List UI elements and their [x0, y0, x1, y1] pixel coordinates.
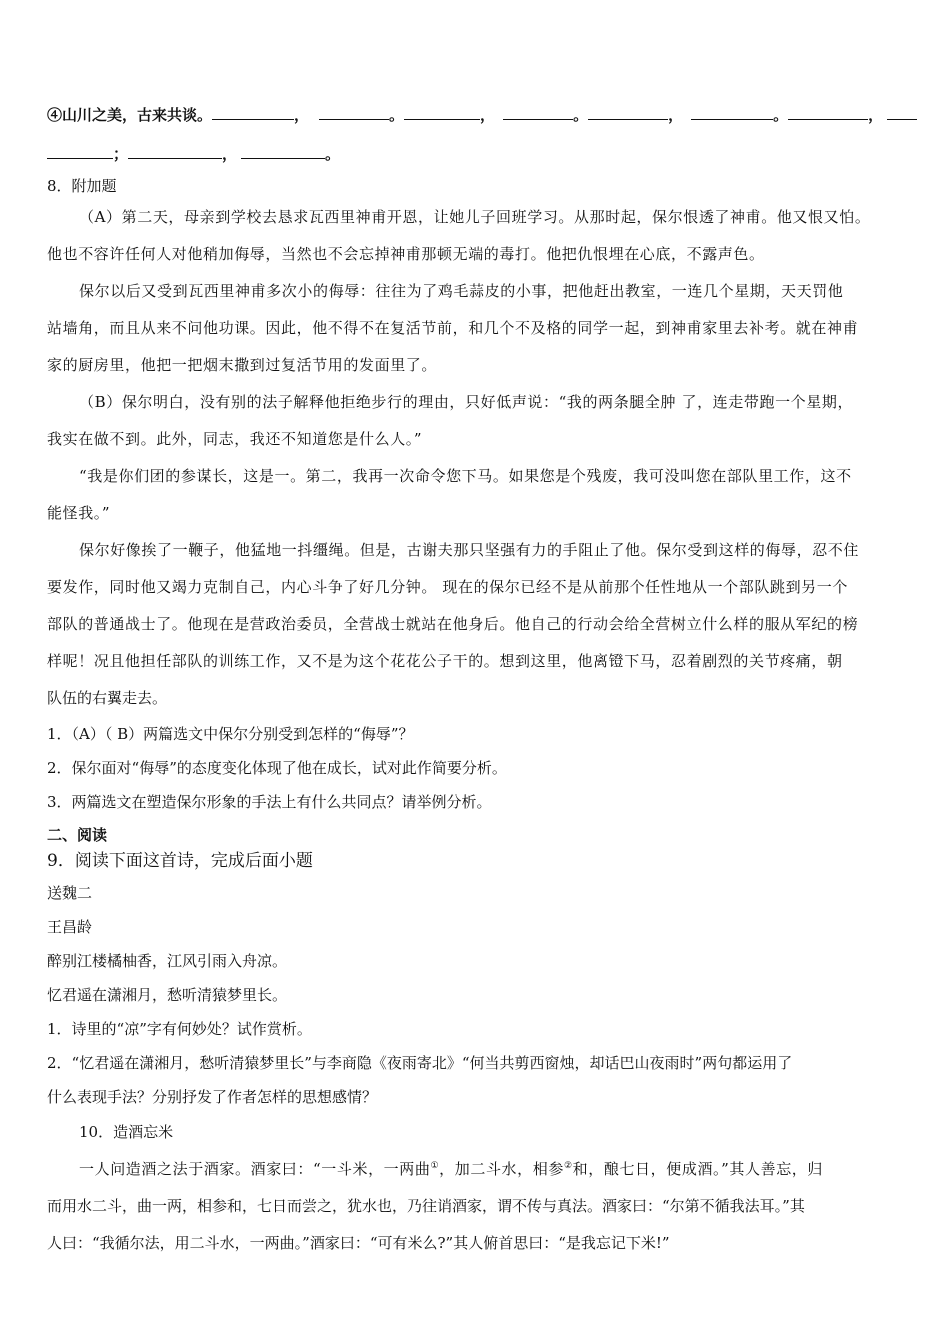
- passage-b-line: 样呢！况且他担任部队的训练工作，又不是为这个花花公子干的。想到这里，他离镫下马，忍着剧烈的关节疼痛，朝: [47, 652, 843, 670]
- answer-blank[interactable]: [128, 144, 222, 159]
- passage-a-line: 家的厨房里，他把一把烟末撒到过复活节用的发面里了。: [47, 356, 438, 374]
- q10-line: [47, 1151, 907, 1188]
- punct: 。: [573, 106, 589, 124]
- passage-b-line: 我实在做不到。此外，同志，我还不知道您是什么人。”: [47, 430, 423, 448]
- answer-blank[interactable]: [47, 144, 113, 159]
- q10-text: ，加二斗水，相参: [439, 1160, 564, 1178]
- q10-line: 人曰：“我循尔法，用二斗水，一两曲。”酒家曰：“可有米么?”其人俯首思曰：“是我忘记下米!”: [47, 1234, 670, 1252]
- poem-title: 送魏二: [47, 884, 93, 902]
- passage-b-line: 能怪我。”: [47, 504, 111, 522]
- punct: ，: [480, 106, 496, 124]
- answer-blank[interactable]: [404, 105, 480, 120]
- passage-b-line: 队伍的右翼走去。: [47, 689, 168, 707]
- passage-b-line: 保尔好像挨了一鞭子，他猛地一抖缰绳。但是，古谢夫那只坚强有力的手阻止了他。保尔受到这样的侮辱，忍不住: [79, 541, 860, 559]
- passage-a-line: （A）第二天，母亲到学校去恳求瓦西里神甫开恩，让她儿子回班学习。从那时起，保尔恨透了神甫。他又恨又怕。: [79, 208, 871, 226]
- passage-b-line: “我是你们团的参谋长，这是一。第二，我再一次命令您下马。如果您是个残废，我可没叫您在部队里工作，这不: [79, 467, 852, 485]
- q10-text: 和，酿七日，便成酒。”其人善忘，归: [572, 1160, 824, 1178]
- q9-question: 1．诗里的“凉”字有何妙处？试作赏析。: [47, 1020, 312, 1038]
- q9-question: 什么表现手法？分别抒发了作者怎样的思想感情？: [47, 1088, 378, 1106]
- answer-blank[interactable]: [241, 144, 325, 159]
- answer-blank[interactable]: [319, 105, 389, 120]
- q7-item4-line1: [47, 95, 907, 135]
- punct: 。: [389, 106, 405, 124]
- punct: ，: [868, 106, 884, 124]
- passage-b-line: 要发作，同时他又竭力克制自己，内心斗争了好几分钟。 现在的保尔已经不是从前那个任性地从一个部队跳到另一个: [47, 578, 848, 596]
- passage-b-line: （B）保尔明白，没有别的法子解释他拒绝步行的理由，只好低声说：“我的两条腿全肿 了，连走带跑一个星期，: [79, 393, 854, 411]
- punct: ，: [222, 145, 238, 163]
- q7-item4-line2: [47, 135, 907, 173]
- passage-a-line: 他也不容许任何人对他稍加侮辱，当然也不会忘掉神甫那顿无端的毒打。他把仇恨埋在心底，不露声色。: [47, 245, 765, 263]
- answer-blank[interactable]: [788, 105, 868, 120]
- poem-line: 忆君遥在潇湘月，愁听清猿梦里长。: [47, 986, 288, 1004]
- passage-a-line: 站墙角，而且从来不问他功课。因此，他不得不在复活节前，和几个不及格的同学一起，到神甫家里去补考。就在神甫: [47, 319, 859, 337]
- answer-blank[interactable]: [503, 105, 573, 120]
- punct: 。: [773, 106, 789, 124]
- answer-blank[interactable]: [212, 105, 294, 120]
- q8-question: 1．（A）（ B）两篇选文中保尔分别受到怎样的“侮辱”？: [47, 725, 414, 743]
- footnote-marker: ②: [563, 1161, 573, 1171]
- answer-blank[interactable]: [588, 105, 668, 120]
- q10-text: 一人问造酒之法于酒家。酒家曰：“一斗米，一两曲: [79, 1160, 431, 1178]
- section-title: 二、阅读: [47, 826, 108, 844]
- answer-blank[interactable]: [691, 105, 773, 120]
- punct: ，: [668, 106, 684, 124]
- document-page: [47, 95, 907, 1262]
- footnote-marker: ①: [430, 1161, 440, 1171]
- punct: ；: [113, 145, 129, 163]
- punct: ，: [294, 106, 310, 124]
- q9-question: 2．“忆君遥在潇湘月，愁听清猿梦里长”与李商隐《夜雨寄北》“何当共剪西窗烛，却话巴山夜雨时”两句都运用了: [47, 1054, 793, 1072]
- punct: 。: [325, 145, 341, 163]
- q8-title: 8．附加题: [47, 177, 117, 195]
- poem-line: 醉别江楼橘柚香，江风引雨入舟凉。: [47, 952, 288, 970]
- q10-title: 10．造酒忘米: [79, 1123, 174, 1141]
- q9-title: 9．阅读下面这首诗，完成后面小题: [47, 851, 313, 871]
- q10-line: 而用水二斗，曲一两，相参和，七日而尝之，犹水也，乃往诮酒家，谓不传与真法。酒家曰：“尔第不循我法耳。”其: [47, 1197, 805, 1215]
- poem-author: 王昌龄: [47, 918, 93, 936]
- passage-a-line: 保尔以后又受到瓦西里神甫多次小的侮辱：往往为了鸡毛蒜皮的小事，把他赶出教室，一连几个星期，天天罚他: [79, 282, 844, 300]
- passage-b-line: 部队的普通战士了。他现在是营政治委员，全营战士就站在他身后。他自己的行动会给全营树立什么样的服从军纪的榜: [47, 615, 859, 633]
- answer-blank[interactable]: [887, 105, 917, 120]
- q7-item4-prefix: ④山川之美，古来共谈。: [47, 106, 213, 124]
- q8-question: 3．两篇选文在塑造保尔形象的手法上有什么共同点？请举例分析。: [47, 793, 492, 811]
- q8-question: 2．保尔面对“侮辱”的态度变化体现了他在成长，试对此作简要分析。: [47, 759, 507, 777]
